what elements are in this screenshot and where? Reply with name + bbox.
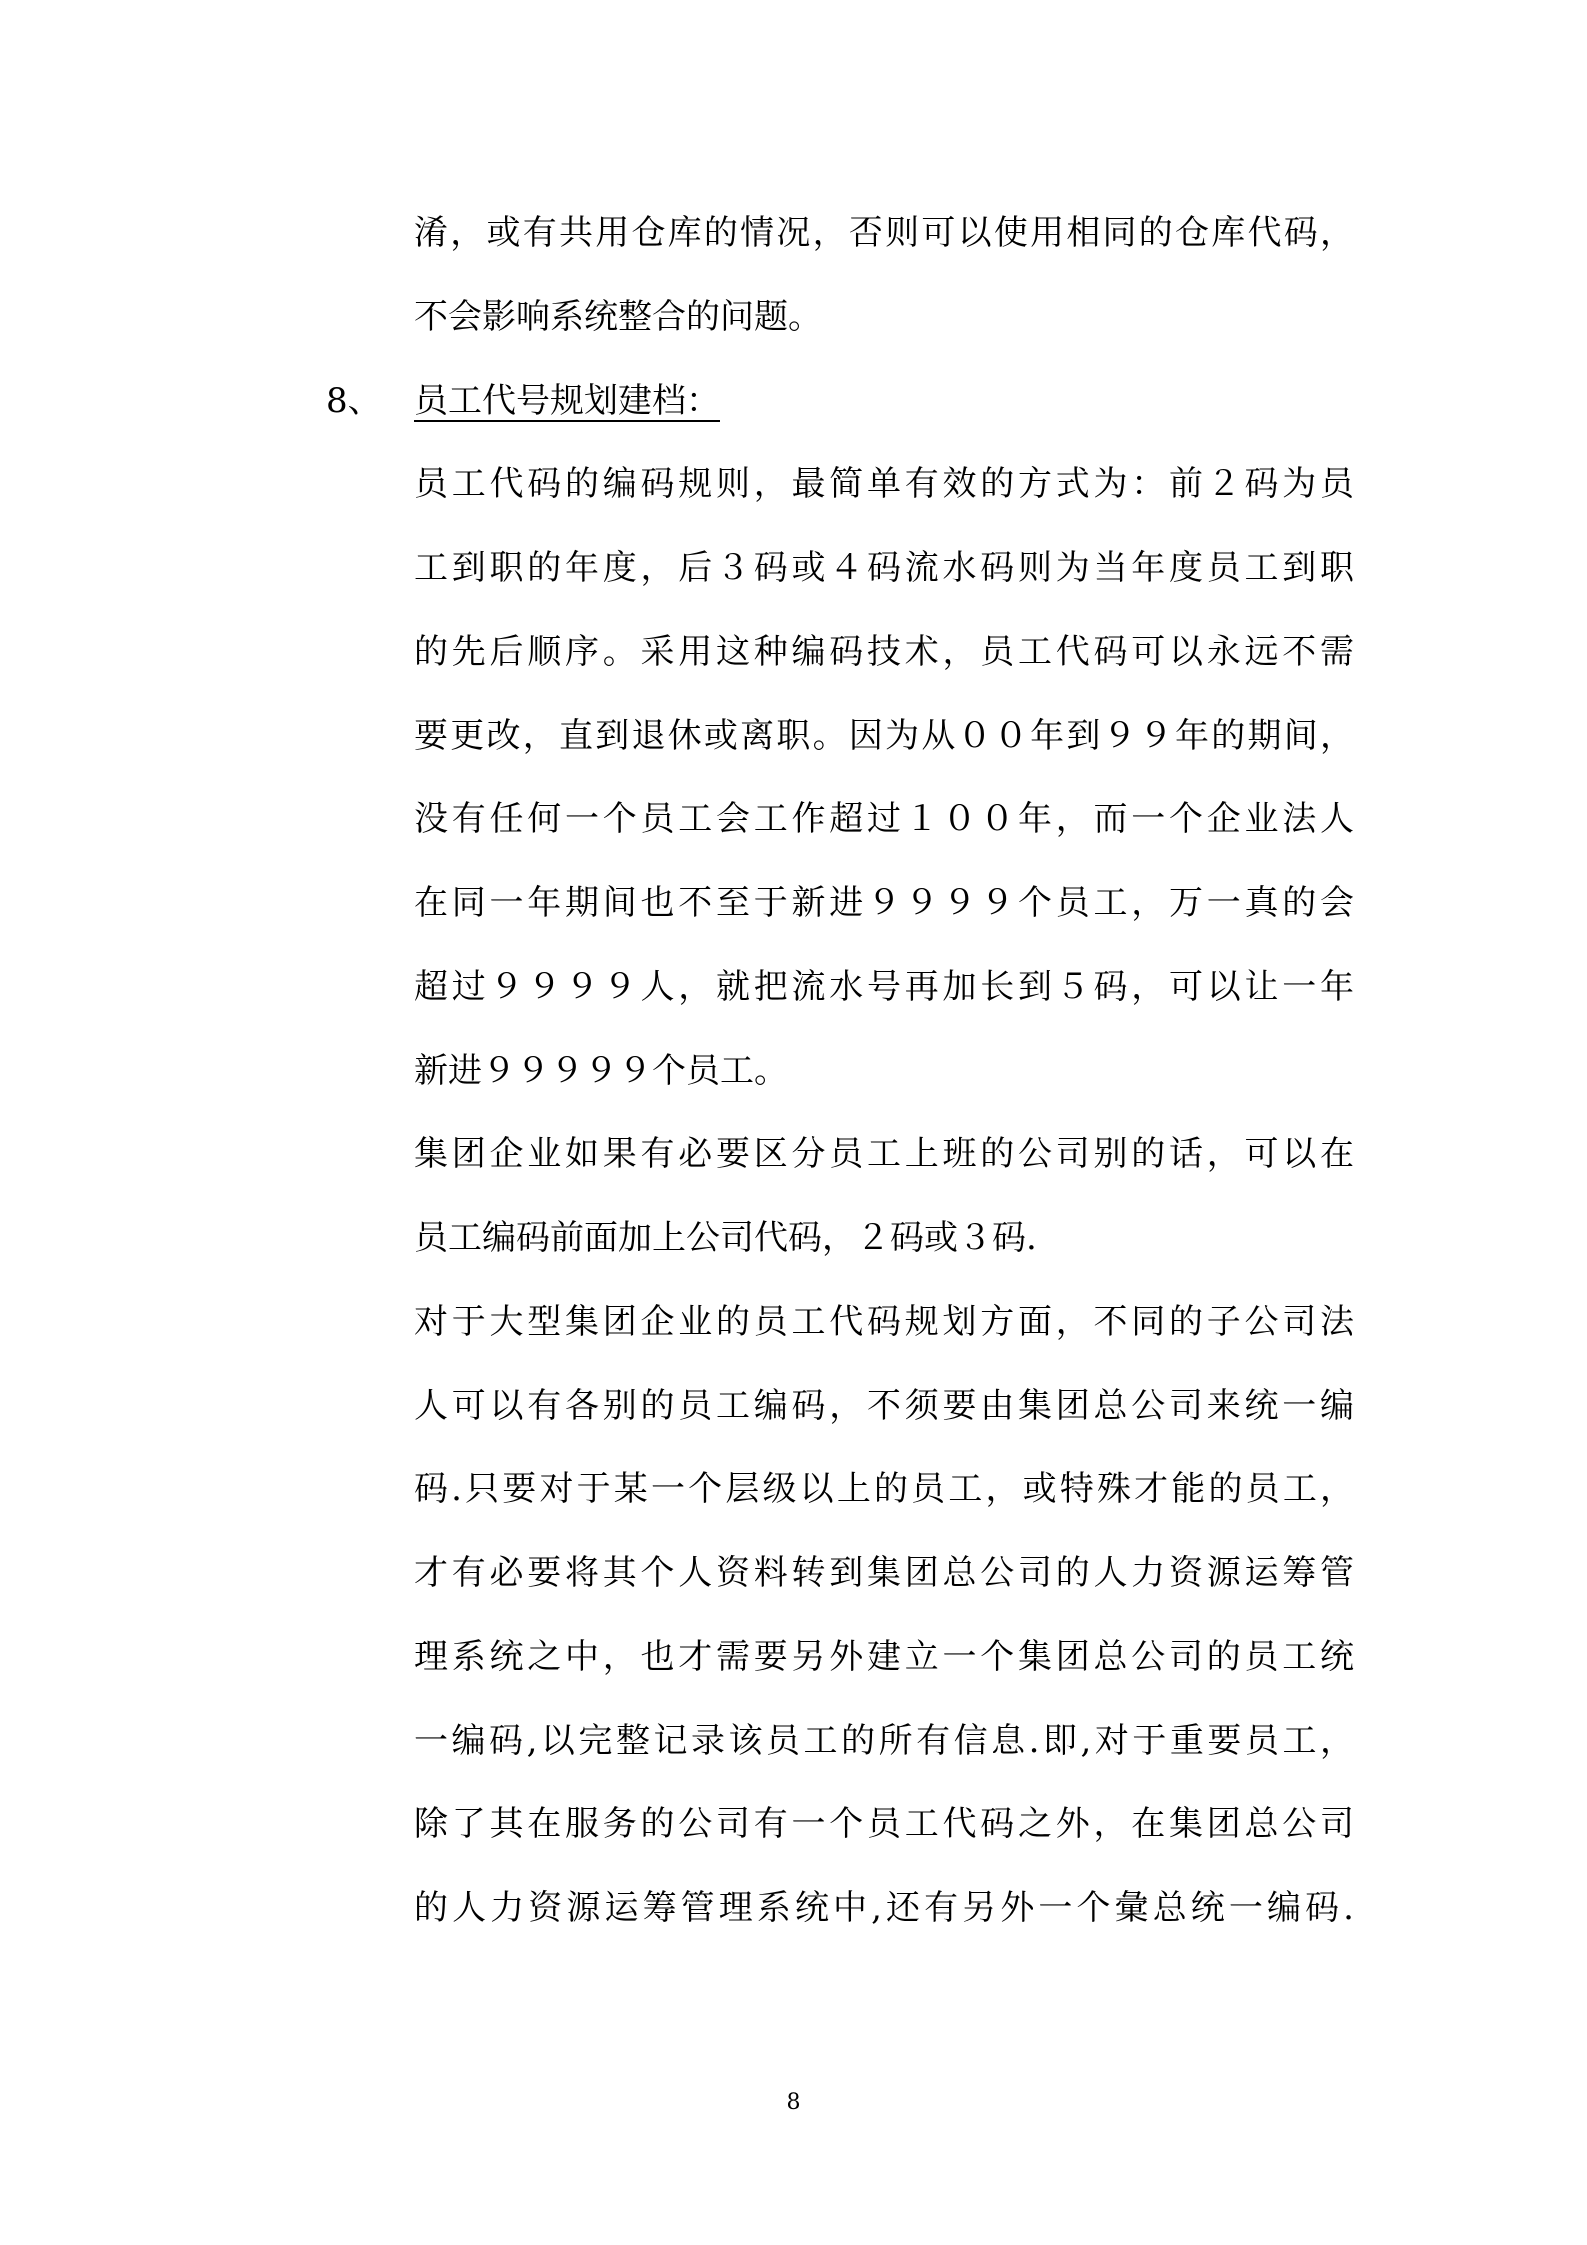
section-number: 8、 <box>326 380 382 421</box>
text-line: 工到职的年度，后３码或４码流水码则为当年度员工到职 <box>414 548 1354 588</box>
text-line: 码.只要对于某一个层级以上的员工，或特殊才能的员工， <box>414 1469 1354 1510</box>
text-line: 员工编码前面加上公司代码，２码或３码. <box>414 1218 1037 1258</box>
text-line: 才有必要将其个人资料转到集团总公司的人力资源运筹管 <box>414 1553 1354 1593</box>
text-line: 在同一年期间也不至于新进９９９９个员工，万一真的会 <box>414 883 1354 923</box>
page-number: 8 <box>786 2090 801 2115</box>
section-heading: 员工代号规划建档： <box>414 380 720 421</box>
text-line: 人可以有各别的员工编码，不须要由集团总公司来统一编 <box>414 1385 1354 1426</box>
text-line: 不会影响系统整合的问题。 <box>414 296 822 337</box>
text-line: 没有任何一个员工会工作超过１００年，而一个企业法人 <box>414 799 1354 840</box>
text-line: 员工代码的编码规则，最简单有效的方式为：前２码为员 <box>414 464 1354 505</box>
text-line: 理系统之中，也才需要另外建立一个集团总公司的员工统 <box>414 1636 1354 1677</box>
text-line: 淆，或有共用仓库的情况，否则可以使用相同的仓库代码， <box>414 213 1354 253</box>
text-line: 一编码,以完整记录该员工的所有信息.即,对于重要员工， <box>414 1720 1354 1761</box>
text-line: 集团企业如果有必要区分员工上班的公司别的话，可以在 <box>414 1134 1354 1175</box>
text-line: 超过９９９９人，就把流水号再加长到５码，可以让一年 <box>414 966 1354 1007</box>
text-line: 新进９９９９９个员工。 <box>414 1050 788 1091</box>
text-line: 要更改，直到退休或离职。因为从００年到９９年的期间， <box>414 715 1354 756</box>
text-line: 除了其在服务的公司有一个员工代码之外，在集团总公司 <box>414 1804 1354 1845</box>
text-line: 的人力资源运筹管理系统中,还有另外一个彙总统一编码. <box>414 1888 1354 1928</box>
text-line: 的先后顺序。采用这种编码技术，员工代码可以永远不需 <box>414 631 1354 672</box>
text-line: 对于大型集团企业的员工代码规划方面，不同的子公司法 <box>414 1301 1354 1342</box>
